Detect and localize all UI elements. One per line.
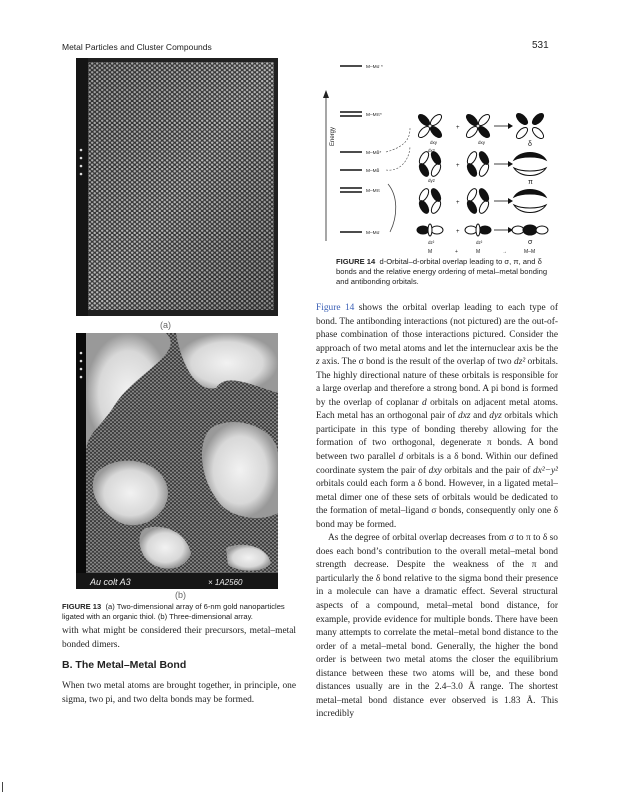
orbital-dxz-left xyxy=(417,150,442,178)
p1-z: z xyxy=(316,357,320,368)
energy-label: Energy xyxy=(330,126,336,146)
micrograph-2d-array xyxy=(76,58,278,316)
right-column-text xyxy=(316,302,558,722)
bottom-label-1: + xyxy=(455,249,458,255)
p1-text-8: orbitals could each form a δ bond. However, in a ligated metal–metal dimer one of these sets of orbitals would be dedicated to the formation of metal–ligand σ bonds, consequently only one δ bond may be formed. xyxy=(316,479,558,530)
level-label-5: M–Mσ xyxy=(366,231,380,236)
figure-14-caption xyxy=(336,257,558,287)
orbital-label-5: dz² xyxy=(476,240,483,245)
p1-d2: d xyxy=(398,452,404,463)
panel-a-label: (a) xyxy=(160,320,171,330)
left-paragraph: When two metal atoms are brought together, in principle, one sigma, two pi, and two delta bonds may be formed. xyxy=(62,681,296,705)
figure-14-title: FIGURE 14 xyxy=(336,257,376,266)
svg-text:+: + xyxy=(456,229,460,235)
running-head: Metal Particles and Cluster Compounds xyxy=(62,42,212,52)
p1-text-4: orbitals on adjacent metal atoms. Each metal has an orthogonal pair of xyxy=(316,397,558,422)
orbital-label-0: dxy xyxy=(430,140,438,145)
level-label-1: M–Mπ* xyxy=(366,113,382,118)
orbital-label-3: dyz xyxy=(428,178,436,183)
orbital-dz2-left xyxy=(417,224,443,236)
p1-text-6: orbitals is a δ bond. Within our defined coordinate system the pair of xyxy=(316,452,558,476)
level-label-4: M–Mπ xyxy=(366,189,380,194)
page-edge-mark xyxy=(2,782,3,792)
imprint-right: × 1A2560 xyxy=(208,578,243,587)
section-heading: B. The Metal–Metal Bond xyxy=(62,659,187,671)
figure-14-text: d-Orbital–d-orbital overlap leading to σ, π, and δ bonds and the relative energy ordering of metal–metal bonding and antibonding orbitals. xyxy=(336,257,548,286)
pi-row-2 xyxy=(417,187,546,215)
p1-dx2y2: dx²−y² xyxy=(533,465,558,476)
level-label-2: M–Mδ* xyxy=(366,151,382,156)
sigma-bond-shape xyxy=(512,225,548,235)
sigma-row xyxy=(417,224,548,246)
delta-bond-shape xyxy=(515,112,546,141)
svg-text:+: + xyxy=(456,125,460,131)
p1-text-5: orbitals which participate in this type of bonding thereby allowing for the formation of two orthogonal, degenerate π bonds. A bond between two parallel xyxy=(316,411,558,463)
imprint-left: Au colt A3 xyxy=(90,577,131,587)
paragraph-1 xyxy=(316,302,558,532)
p1-dxz: dxz xyxy=(458,411,471,422)
orbital-dz2-right xyxy=(465,224,491,236)
level-label-0: M–Mσ * xyxy=(366,65,383,70)
orbital-dxy-right xyxy=(465,113,492,140)
orbital-dxz-right xyxy=(465,150,490,178)
bottom-label-4: M–M xyxy=(524,249,536,255)
panel-b-label: (b) xyxy=(175,590,186,600)
bottom-labels xyxy=(428,249,535,255)
p1-text-2: axis. The σ bond is the result of the overlap of two xyxy=(319,357,514,368)
paragraph-2: As the degree of orbital overlap decreases from σ to π to δ so does each bond’s contribution to the overall metal–metal bond strength decrease. Despite the weakness of the π and particularly the δ bond relative to the sigma bond their presence in a molecule can have a dramatic effect. Several structural aspects of a compound, metal–metal bond distance, for example, provide evidence for multiple bonds. There have been many attempts to correlate the metal–metal bond distance to the order of a metal–metal bond. Generally, the higher the bond order is between two metal atoms the closer the equilibrium distance between these two atoms will be, and these bond distances usually are in the 2.4–3.0 Å range. The shortest metal–metal bond distance ever observed is 1.83 Å. This incredibly xyxy=(316,533,558,720)
bottom-label-0: M xyxy=(428,249,433,255)
p1-dyz: dyz xyxy=(489,411,502,422)
bond-label-pi: π xyxy=(528,179,533,186)
svg-text:+: + xyxy=(456,163,460,169)
figure-13-text: (a) Two-dimensional array of 6-nm gold nanoparticles ligated with an organic thiol. (b) Three-dimensional array. xyxy=(62,602,285,621)
orbital-label-2: dxz xyxy=(428,148,436,153)
p1-text-1: shows the orbital overlap leading to each type of bond. The antibonding interactions (not pictured) are the out-of-phase combination of those interactions pictured. Consider the approach of two metal atoms and let the internuclear axis be the xyxy=(316,303,558,354)
p1-d1: d xyxy=(422,397,427,408)
p1-text-3: orbitals. The highly directional nature of these orbitals is responsible for a large overlap and therefore a strong bond. A pi bond is formed by the overlap of coplanar xyxy=(316,357,558,408)
figure-13-caption xyxy=(62,602,296,622)
p1-dxy: dxy xyxy=(428,465,442,476)
svg-text:+: + xyxy=(456,200,460,206)
orbital-label-1: dxy xyxy=(478,140,486,145)
bond-label-sigma: σ xyxy=(528,239,533,246)
pi-row xyxy=(417,148,546,186)
orbital-diagram xyxy=(318,56,562,256)
p1-text-7: orbitals and the pair of xyxy=(441,465,534,476)
energy-levels xyxy=(340,64,410,236)
pi-bond-shape xyxy=(514,153,546,176)
bottom-label-3: → xyxy=(502,249,507,255)
figure-13-title: FIGURE 13 xyxy=(62,602,102,611)
orbital-label-4: dz² xyxy=(428,240,435,245)
figure-14-link[interactable]: Figure 14 xyxy=(316,303,355,313)
left-continuation: with what might be considered their precursors, metal–metal bonded dimers. xyxy=(62,626,296,650)
micrograph-3d-array xyxy=(76,333,278,589)
level-label-3: M–Mδ xyxy=(366,169,380,174)
bottom-label-2: M xyxy=(476,249,481,255)
page-number: 531 xyxy=(532,40,549,51)
p1-and: and xyxy=(470,411,490,422)
energy-axis xyxy=(323,90,336,241)
delta-row xyxy=(417,112,546,148)
bond-label-delta: δ xyxy=(528,141,532,148)
p1-dz2: dz² xyxy=(514,357,526,368)
orbital-dxy-left xyxy=(417,113,444,140)
